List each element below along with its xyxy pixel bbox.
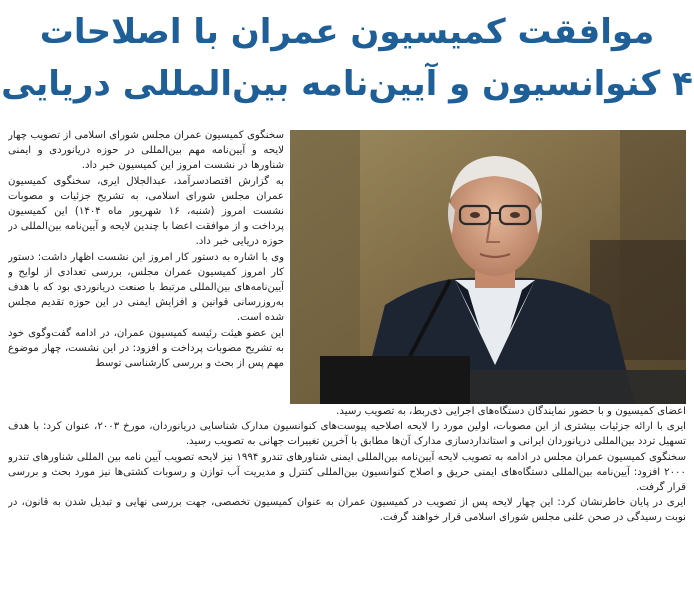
continued-paragraph-2: ایری با ارائه جزئیات بیشتری از این مصوبات، اولین مورد را لایحه اصلاحیه پیوست‌های کنوانسیون مدارک شناسایی دریانوردان، مورخ ۲۰۰۳، عنوان کرد: با هدف تسهیل تردد بین‌المللی دریانوردان ایرانی و استانداردسازی مدارک آن‌ها مطابق با آخرین تغییرات جهانی به تصویب رسید.: [8, 421, 686, 448]
spokesman-photo: [290, 130, 686, 404]
photo-illustration: [290, 130, 686, 404]
intro-paragraph-1: سخنگوی کمیسیون عمران مجلس شورای اسلامی از تصویب چهار لایحه و آیین‌نامه مهم بین‌المللی در حوزه دریانوردی و ایمنی شناورها در نشست امروز این کمیسیون خبر داد.: [8, 130, 284, 172]
headline-line-2: ۴ کنوانسیون و آیین‌نامه بین‌المللی دریایی: [1, 64, 693, 104]
intro-paragraph-2: به گزارش اقتصادسرآمد، عبدالجلال ایری، سخنگوی کمیسیون عمران مجلس شورای اسلامی، به تشریح جزئیات و مصوبات نشست امروز (شنبه، ۱۶ شهریور ماه ۱۴۰۴) این کمیسیون پرداخت و از موافقت اعضا با چندین لایحه و آیین‌نامه بین‌المللی در حوزه دریایی خبر داد.: [8, 175, 284, 248]
microphone-base: [320, 356, 470, 404]
desk: [470, 370, 686, 404]
continued-paragraph-1: اعضای کمیسیون و با حضور نمایندگان دستگاه‌های اجرایی ذی‌ربط، به تصویب رسید.: [336, 406, 686, 417]
intro-paragraph-4: این عضو هیئت رئیسه کمیسیون عمران، در ادامه گفت‌وگوی خود به تشریح مصوبات پرداخت و افزود: در این نشست، چهار موضوع مهم پس از بحث و بررسی کارشناسی توسط: [8, 327, 284, 370]
intro-column: [8, 128, 284, 422]
continued-paragraph-4: ایری در پایان خاطرنشان کرد: این چهار لایحه پس از تصویب در کمیسیون عمران به عنوان کمیسیون تخصصی، جهت بررسی نهایی و تبدیل شدن به قانون، در نوبت رسیدگی در صحن علنی مجلس شورای اسلامی قرار خواهند گرفت.: [8, 497, 686, 524]
continued-paragraph-3: سخنگوی کمیسیون عمران مجلس در ادامه به تصویب لایحه آیین‌نامه بین‌المللی ایمنی شناورهای تندرو ۱۹۹۴ نیز لایحه تصویب آیین نامه بین المللی شناورهای تندرو ۲۰۰۰ افزود: آیین‌نامه بین‌المللی دستگاه‌های ایمنی حریق و اصلاح کنوانسیون بین‌المللی کنترل و مدیریت آب توازن و رسوبات کشتی‌ها نیز مورد بحث و بررسی قرار گرفت.: [8, 451, 686, 494]
continued-text: [8, 404, 686, 600]
headline: [0, 6, 694, 124]
intro-paragraph-3: وی با اشاره به دستور کار امروز این نشست اظهار داشت: دستور کار امروز کمیسیون عمران مجلس، بررسی تعدادی از لوایح و آیین‌نامه‌های بین‌المللی مرتبط با صنعت دریانوردی بود که با هدف به‌روزرسانی قوانین و افزایش ایمنی در این حوزه تقدیم مجلس شده است.: [8, 251, 284, 324]
headline-line-1: موافقت کمیسیون عمران با اصلاحات: [39, 12, 655, 52]
